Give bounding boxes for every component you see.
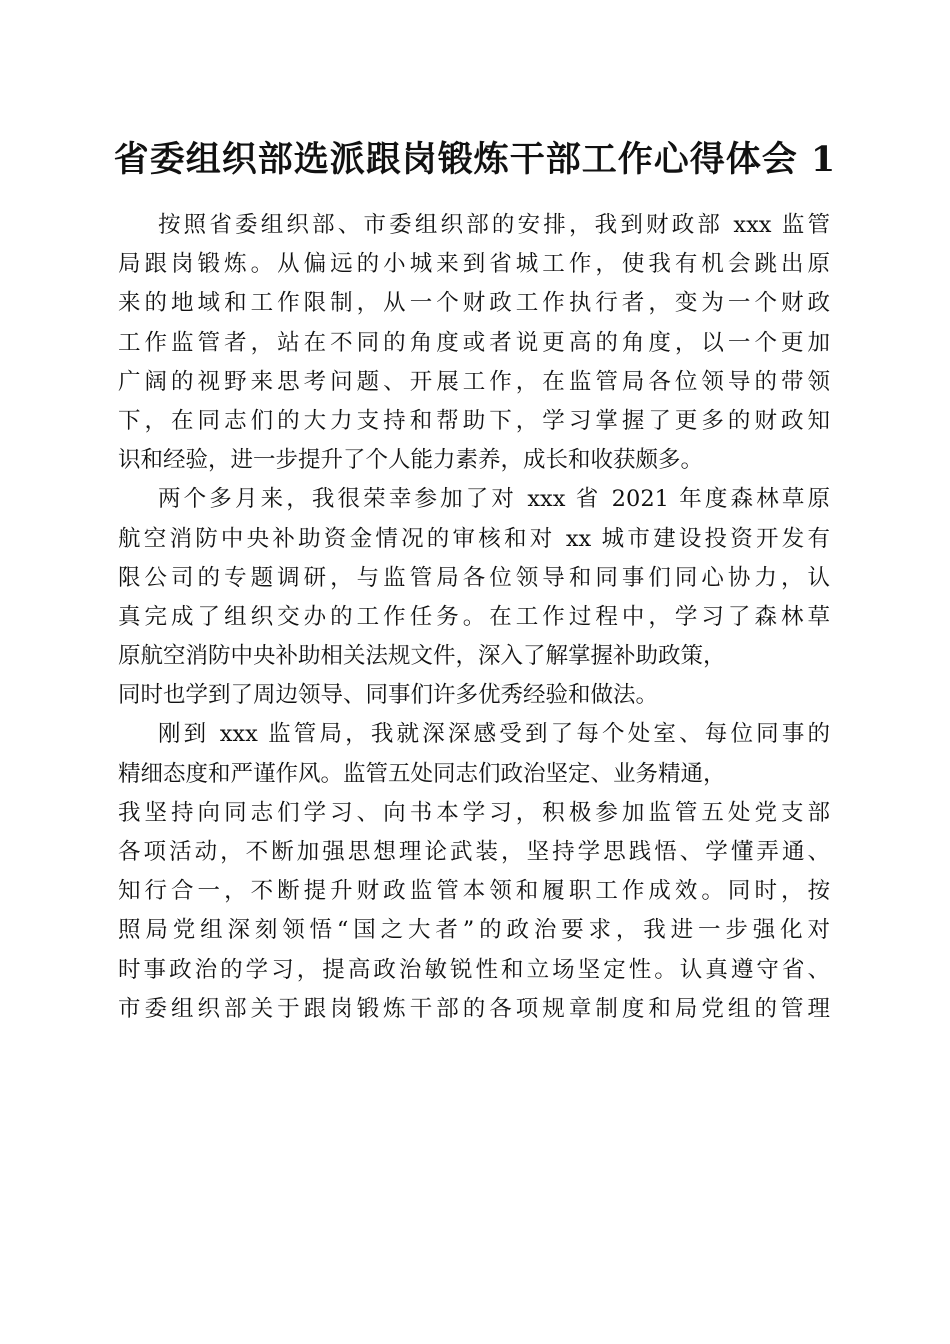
paragraph-3-line-5: 知行合一，不断提升财政监管本领和履职工作成效。同时，按 — [118, 878, 830, 905]
paragraph-2-line-2: 航空消防中央补助资金情况的审核和对 xx 城市建设投资开发有 — [118, 525, 830, 552]
paragraph-2-line-5: 原航空消防中央补助相关法规文件，深入了解掌握补助政策， — [118, 643, 726, 670]
document-body — [118, 206, 830, 1029]
paragraph-1-line-2: 局跟岗锻炼。从偏远的小城来到省城工作，使我有机会跳出原 — [118, 251, 830, 278]
paragraph-2-line-1: 两个多月来，我很荣幸参加了对 xxx 省 2021 年度森林草原 — [158, 486, 830, 513]
paragraph-3-line-8: 市委组织部关于跟岗锻炼干部的各项规章制度和局党组的管理 — [118, 995, 830, 1022]
document-title: 省委组织部选派跟岗锻炼干部工作心得体会 1 — [113, 139, 837, 180]
paragraph-1-line-5: 广阔的视野来思考问题、开展工作，在监管局各位领导的带领 — [118, 368, 830, 395]
paragraph-1-line-4: 工作监管者，站在不同的角度或者说更高的角度，以一个更加 — [118, 329, 830, 356]
paragraph-2-line-3: 限公司的专题调研，与监管局各位领导和同事们同心协力，认 — [118, 564, 830, 591]
paragraph-3-line-4: 各项活动，不断加强思想理论武装，坚持学思践悟、学懂弄通、 — [118, 839, 830, 865]
paragraph-2-line-6: 同时也学到了周边领导、同事们许多优秀经验和做法。 — [118, 682, 659, 709]
paragraph-1-line-7: 识和经验，进一步提升了个人能力素养，成长和收获颇多。 — [118, 447, 704, 474]
paragraph-3-line-3: 我坚持向同志们学习、向书本学习，积极参加监管五处党支部 — [118, 799, 830, 826]
paragraph-1-line-1: 按照省委组织部、市委组织部的安排，我到财政部 xxx 监管 — [158, 212, 830, 238]
paragraph-3-line-7: 时事政治的学习，提高政治敏锐性和立场坚定性。认真遵守省、 — [118, 956, 830, 983]
paragraph-3-line-1: 刚到 xxx 监管局，我就深深感受到了每个处室、每位同事的 — [158, 721, 830, 748]
paragraph-1-line-6: 下，在同志们的大力支持和帮助下，学习掌握了更多的财政知 — [118, 407, 830, 434]
paragraph-1-line-3: 来的地域和工作限制，从一个财政工作执行者，变为一个财政 — [118, 290, 830, 317]
paragraph-2-line-4: 真完成了组织交办的工作任务。在工作过程中，学习了森林草 — [118, 603, 830, 630]
paragraph-3-line-6: 照局党组深刻领悟“国之大者”的政治要求，我进一步强化对 — [118, 917, 830, 944]
paragraph-3-line-2: 精细态度和严谨作风。监管五处同志们政治坚定、业务精通， — [118, 760, 726, 787]
